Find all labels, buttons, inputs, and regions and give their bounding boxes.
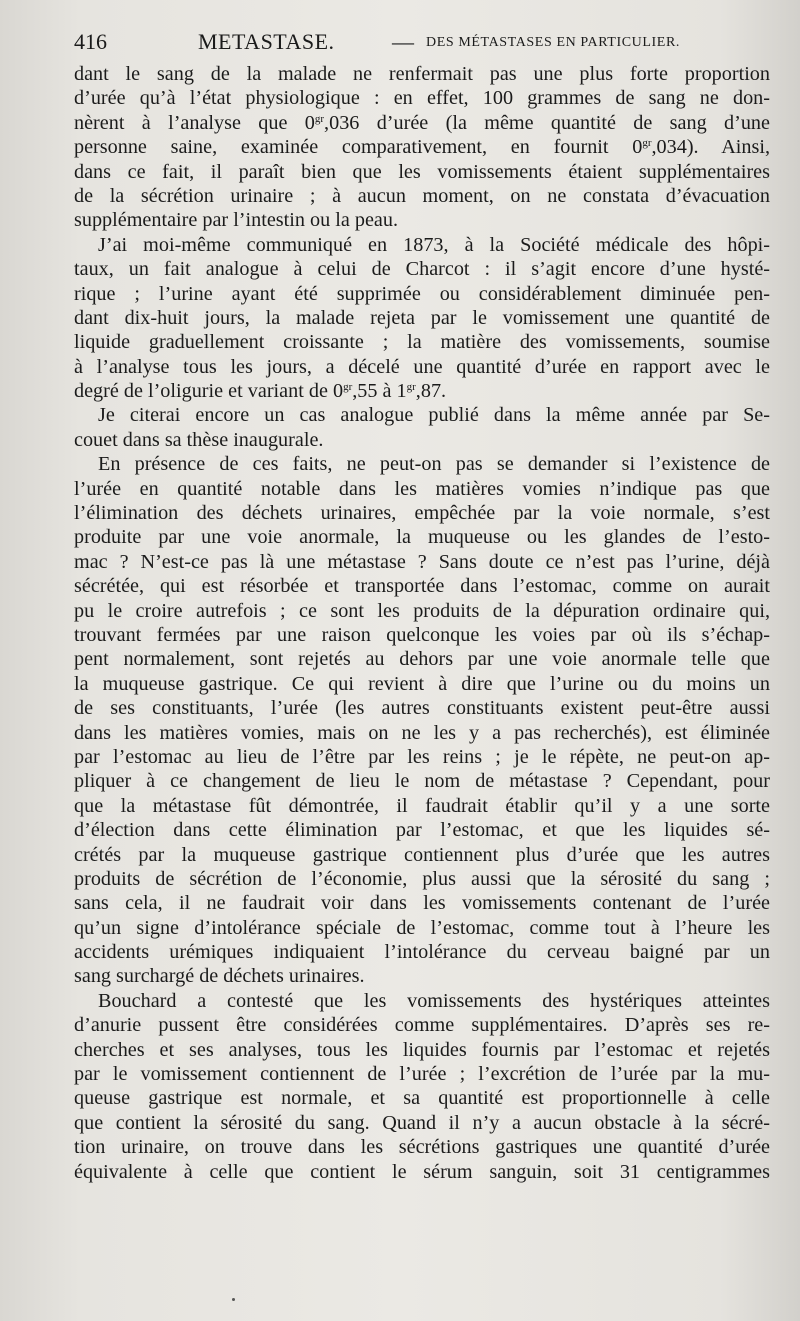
text-line (74, 940, 770, 964)
text-line (74, 1160, 770, 1184)
text-segment: dans ce fait, il paraît bien que les vomissements étaient supplémentaires (74, 160, 770, 183)
text-segment: pliquer à ce changement de lieu le nom de métastase ? Cependant, pour (74, 770, 770, 793)
text-segment: qu’un signe d’intolérance spéciale de l’estomac, comme tout à l’heure les (74, 916, 770, 939)
text-segment: cherches et ses analyses, tous les liquides fournis par l’estomac et rejetés (74, 1038, 770, 1061)
running-title: METASTASE. (198, 29, 335, 54)
text-line (74, 501, 770, 525)
text-segment: dans les matières vomies, mais on ne les y a pas recherchés), est éliminée (74, 721, 770, 744)
text-line (74, 1135, 770, 1159)
text-line (74, 623, 770, 647)
text-segment: par l’estomac au lieu de l’être par les reins ; je le répète, ne peut-on ap- (74, 745, 770, 768)
text-segment: taux, un fait analogue à celui de Charcot : il s’agit encore d’une hysté- (74, 258, 770, 281)
text-line (74, 672, 770, 696)
body-text (74, 62, 770, 1184)
text-segment: ,55 à 1 (352, 380, 407, 403)
text-segment: trouvant fermées par une raison quelconque les voies par où ils s’échap- (74, 623, 770, 646)
text-line (74, 647, 770, 671)
text-segment: Bouchard a contesté que les vomissements des hystériques atteintes (98, 989, 770, 1012)
text-segment: ,036 d’urée (la même quantité de sang d’une (324, 111, 770, 134)
text-segment: sécrétée, qui est résorbée et transportée dans l’estomac, comme on aurait (74, 575, 770, 598)
text-line (74, 769, 770, 793)
unit-superscript: gr (314, 112, 325, 125)
text-line (74, 86, 770, 110)
text-segment: sang surchargé de déchets urinaires. (74, 965, 365, 988)
text-segment: degré de l’oligurie et variant de 0 (74, 380, 344, 403)
text-segment: queuse gastrique est normale, et sa quantité est proportionnelle à celle (74, 1087, 770, 1110)
text-segment: à l’analyse tous les jours, a décelé une quantité d’urée en rapport avec le (74, 355, 770, 378)
text-segment: couet dans sa thèse inaugurale. (74, 428, 324, 451)
text-segment: l’urée en quantité notable dans les matières vomies n’indique pas que (74, 477, 770, 500)
text-segment: Je citerai encore un cas analogue publié dans la même année par Se- (98, 404, 770, 427)
text-segment: produits de sécrétion de l’économie, plus aussi que la sérosité du sang ; (74, 867, 770, 890)
text-segment: ,87. (415, 380, 447, 403)
running-subtitle: DES MÉTASTASES EN PARTICULIER. (426, 35, 680, 50)
text-line (74, 355, 770, 379)
text-line (74, 1062, 770, 1086)
text-line (74, 477, 770, 501)
print-speck (232, 1298, 235, 1301)
text-line (74, 184, 770, 208)
text-segment: rique ; l’urine ayant été supprimée ou considérablement diminuée pen- (74, 282, 770, 305)
text-line (74, 282, 770, 306)
text-segment: liquide graduellement croissante ; la matière des vomissements, soumise (74, 331, 770, 354)
unit-superscript: gr (406, 381, 416, 394)
text-line (74, 843, 770, 867)
text-segment: de la sécrétion urinaire ; à aucun moment, on ne constata d’évacuation (74, 184, 770, 207)
text-line (74, 233, 770, 257)
text-segment: dant dix-huit jours, la malade rejeta par le vomissement une quantité de (74, 306, 770, 329)
text-line (74, 62, 770, 86)
text-segment: personne saine, examinée comparativement, en fournit 0 (74, 136, 643, 159)
running-header (74, 22, 770, 62)
text-segment: supplémentaire par l’intestin ou la peau. (74, 209, 399, 232)
text-segment: accidents urémiques indiquaient l’intolérance du cerveau baigné par un (74, 941, 770, 964)
page-number: 416 (74, 29, 107, 54)
text-segment: ,034). Ainsi, (651, 136, 770, 159)
text-line (74, 160, 770, 184)
text-line (74, 403, 770, 427)
text-segment: que la métastase fût démontrée, il faudrait établir qu’il y a une sorte (74, 794, 770, 817)
text-line (74, 916, 770, 940)
text-segment: nèrent à l’analyse que 0 (74, 111, 315, 134)
text-line (74, 257, 770, 281)
text-line (74, 867, 770, 891)
text-line (74, 818, 770, 842)
text-line (74, 599, 770, 623)
text-segment: J’ai moi-même communiqué en 1873, à la Société médicale des hôpi- (98, 233, 770, 256)
text-line (74, 379, 770, 403)
text-segment: pent normalement, sont rejetés au dehors par une voie anormale telle que (74, 648, 770, 671)
text-line (74, 1013, 770, 1037)
text-line (74, 721, 770, 745)
text-line (74, 794, 770, 818)
text-line (74, 1111, 770, 1135)
text-line (74, 891, 770, 915)
text-segment: dant le sang de la malade ne renfermait pas une plus forte proportion (74, 63, 770, 85)
text-segment: l’élimination des déchets urinaires, empêchée par la voie normale, s’est (74, 502, 770, 525)
text-line (74, 330, 770, 354)
text-line (74, 208, 770, 232)
text-line (74, 550, 770, 574)
text-line (74, 1038, 770, 1062)
unit-superscript: gr (642, 137, 652, 150)
text-line (74, 964, 770, 988)
title-separator: — (392, 29, 414, 54)
text-segment: par le vomissement contiennent de l’urée ; l’excrétion de l’urée par la mu- (74, 1063, 770, 1086)
text-segment: d’urée qu’à l’état physiologique : en effet, 100 grammes de sang ne don- (74, 87, 770, 110)
text-line (74, 306, 770, 330)
text-segment: équivalente à celle que contient le sérum sanguin, soit 31 centigrammes (74, 1160, 770, 1183)
text-segment: produite par une voie anormale, la muqueuse ou les glandes de l’esto- (74, 526, 770, 549)
text-segment: crétés par la muqueuse gastrique contiennent plus d’urée que les autres (74, 843, 770, 866)
text-segment: d’élection dans cette élimination par l’estomac, et que les liquides sé- (74, 819, 770, 842)
text-segment: pu le croire autrefois ; ce sont les produits de la dépuration ordinaire qui, (74, 599, 770, 622)
text-line (74, 989, 770, 1013)
text-segment: de ses constituants, l’urée (les autres constituants existent peut-être aussi (74, 697, 770, 720)
text-segment: la muqueuse gastrique. Ce qui revient à dire que l’urine ou du moins un (74, 672, 770, 695)
unit-superscript: gr (343, 381, 353, 394)
text-segment: mac ? N’est-ce pas là une métastase ? Sans doute ce n’est pas l’urine, déjà (74, 550, 770, 573)
text-segment: que contient la sérosité du sang. Quand il n’y a aucun obstacle à la sécré- (74, 1111, 770, 1134)
text-line (74, 135, 770, 159)
text-segment: En présence de ces faits, ne peut-on pas se demander si l’existence de (98, 453, 770, 476)
text-line (74, 111, 770, 135)
text-line (74, 428, 770, 452)
text-line (74, 574, 770, 598)
text-line (74, 696, 770, 720)
text-segment: d’anurie pussent être considérées comme supplémentaires. D’après ses re- (74, 1014, 770, 1037)
text-segment: sans cela, il ne faudrait voir dans les vomissements contenant de l’urée (74, 892, 770, 915)
text-segment: tion urinaire, on trouve dans les sécrétions gastriques une quantité d’urée (74, 1136, 770, 1159)
text-line (74, 745, 770, 769)
text-line (74, 525, 770, 549)
text-line (74, 1086, 770, 1110)
text-line (74, 452, 770, 476)
